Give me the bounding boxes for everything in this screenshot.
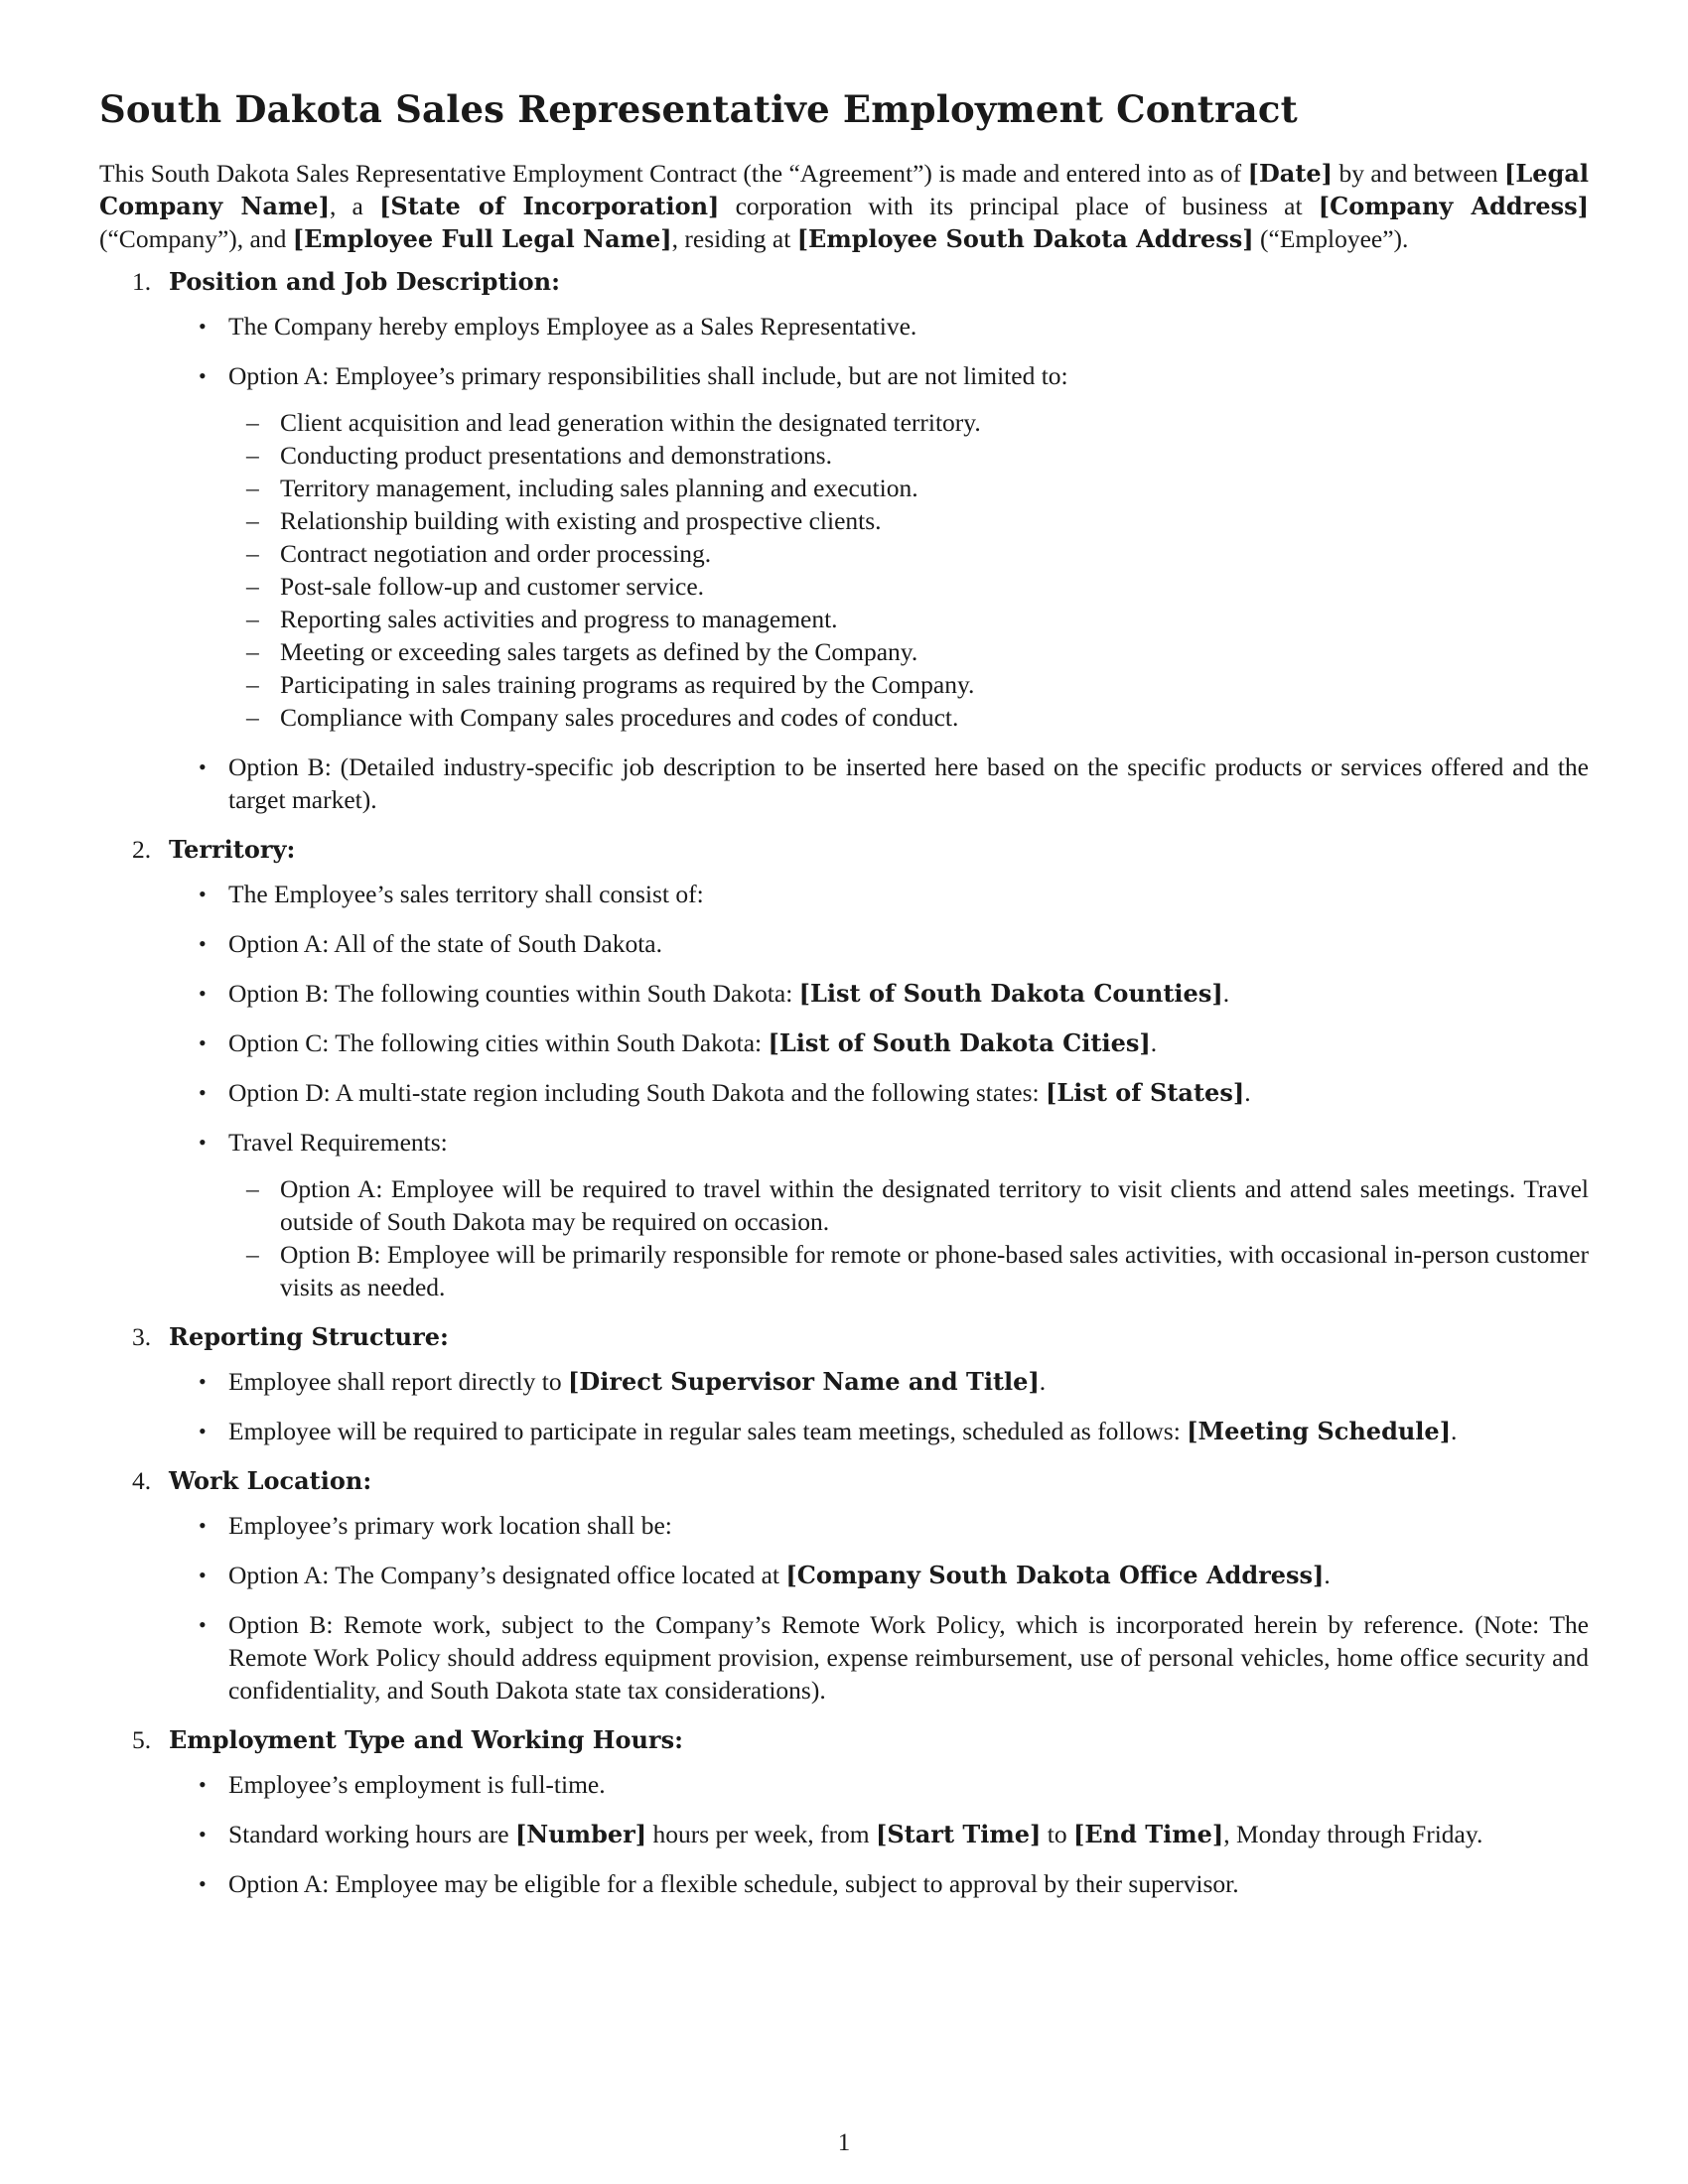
bullet-icon: • — [199, 931, 207, 956]
sub-item — [228, 537, 1589, 570]
bullet-item — [99, 1559, 1589, 1591]
dash-icon: – — [246, 572, 259, 601]
section-title: Employment Type and Working Hours: — [169, 1725, 683, 1754]
bullet-item — [99, 927, 1589, 960]
bullet-icon: • — [199, 1822, 207, 1846]
bullet-item — [99, 359, 1589, 734]
text-run: Contract negotiation and order processing. — [280, 539, 712, 568]
placeholder-field: [List of States] — [1046, 1078, 1245, 1107]
bullet-list — [99, 1509, 1589, 1706]
section-number: 3. — [132, 1322, 152, 1351]
text-run: to — [1041, 1820, 1073, 1848]
placeholder-field: [Legal Company Name] — [99, 159, 1589, 220]
text-run: . — [1150, 1028, 1158, 1057]
text-run: Option B: (Detailed industry-specific job description to be inserted here based on the specific products or services offered and the target market). — [228, 752, 1589, 814]
sub-item — [228, 472, 1589, 504]
contract-section — [99, 1464, 1589, 1706]
contract-section — [99, 1723, 1589, 1900]
placeholder-field: [Employee South Dakota Address] — [796, 224, 1254, 253]
bullet-icon: • — [199, 1369, 207, 1394]
contract-section — [99, 1320, 1589, 1447]
bullet-icon: • — [199, 314, 207, 339]
text-run: Option B: Employee will be primarily responsible for remote or phone-based sales activities, with occasional in-person customer visits as needed. — [280, 1240, 1589, 1301]
sub-item — [228, 603, 1589, 635]
text-run: Meeting or exceeding sales targets as defined by the Company. — [280, 637, 918, 666]
bullet-list — [99, 1365, 1589, 1447]
text-run: Option A: Employee may be eligible for a flexible schedule, subject to approval by their supervisor. — [228, 1869, 1239, 1898]
section-number: 4. — [132, 1466, 152, 1495]
placeholder-field: [State of Incorporation] — [379, 192, 720, 220]
text-run: . — [1451, 1417, 1458, 1445]
text-run: Employee will be required to participate in regular sales team meetings, scheduled as follows: — [228, 1417, 1188, 1445]
bullet-list — [99, 878, 1589, 1303]
section-title: Reporting Structure: — [169, 1322, 449, 1351]
bullet-item — [99, 1768, 1589, 1801]
sub-item — [228, 635, 1589, 668]
sub-item — [228, 439, 1589, 472]
bullet-icon: • — [199, 1513, 207, 1538]
section-number: 1. — [132, 267, 152, 296]
text-run: Option C: The following cities within South Dakota: — [228, 1028, 769, 1057]
bullet-item — [99, 310, 1589, 342]
text-run: Client acquisition and lead generation within the designated territory. — [280, 408, 981, 437]
bullet-item — [99, 1867, 1589, 1900]
text-run: This South Dakota Sales Representative Employment Contract (the “Agreement”) is made and entered into as of — [99, 159, 1248, 188]
section-title: Territory: — [169, 835, 296, 864]
text-run: Employee’s employment is full-time. — [228, 1770, 606, 1799]
bullet-icon: • — [199, 981, 207, 1006]
section-heading — [99, 1320, 1589, 1353]
bullet-icon: • — [199, 1080, 207, 1105]
text-run: , residing at — [671, 224, 797, 253]
bullet-icon: • — [199, 1871, 207, 1896]
placeholder-field: [Date] — [1247, 159, 1334, 188]
section-number: 5. — [132, 1725, 152, 1754]
intro-paragraph — [99, 157, 1589, 255]
section-title: Work Location: — [169, 1466, 372, 1495]
bullet-item — [99, 1415, 1589, 1447]
text-run: by and between — [1333, 159, 1505, 188]
bullet-item — [99, 1365, 1589, 1398]
text-run: Employee shall report directly to — [228, 1367, 569, 1396]
sub-item — [228, 668, 1589, 701]
sub-item — [228, 1238, 1589, 1303]
bullet-icon: • — [199, 1563, 207, 1587]
sub-item — [228, 701, 1589, 734]
placeholder-field: [Company South Dakota Office Address] — [785, 1561, 1325, 1589]
bullet-list — [99, 1768, 1589, 1900]
text-run: corporation with its principal place of business at — [719, 192, 1319, 220]
text-run: (“Employee”). — [1253, 224, 1409, 253]
sub-list — [228, 1172, 1589, 1303]
text-run: (“Company”), and — [99, 224, 293, 253]
text-run: hours per week, from — [646, 1820, 876, 1848]
text-run: Option B: The following counties within South Dakota: — [228, 979, 799, 1008]
bullet-item — [99, 1026, 1589, 1059]
text-run: Option A: Employee’s primary responsibilities shall include, but are not limited to: — [228, 361, 1068, 390]
dash-icon: – — [246, 703, 259, 732]
section-heading — [99, 1464, 1589, 1497]
text-run: The Company hereby employs Employee as a Sales Representative. — [228, 312, 917, 341]
section-title: Position and Job Description: — [169, 267, 560, 296]
dash-icon: – — [246, 1174, 259, 1203]
bullet-item — [99, 1076, 1589, 1109]
bullet-item — [99, 1818, 1589, 1850]
bullet-icon: • — [199, 754, 207, 779]
sub-item — [228, 570, 1589, 603]
section-list — [99, 265, 1589, 1900]
text-run: Option A: The Company’s designated office located at — [228, 1561, 786, 1589]
placeholder-field: [List of South Dakota Cities] — [768, 1028, 1151, 1057]
text-run: Option A: All of the state of South Dakota. — [228, 929, 662, 958]
text-run: Option B: Remote work, subject to the Company’s Remote Work Policy, which is incorporated herein by reference. (Note: The Remote Work Policy should address equipment provision, expense reimbursement, use of personal vehicles, home office security and confidentiality, and South Dakota state tax considerations). — [228, 1610, 1589, 1705]
placeholder-field: [End Time] — [1072, 1820, 1224, 1848]
bullet-icon: • — [199, 363, 207, 388]
section-heading — [99, 265, 1589, 298]
dash-icon: – — [246, 1240, 259, 1269]
text-run: Conducting product presentations and demonstrations. — [280, 441, 832, 470]
bullet-list — [99, 310, 1589, 816]
sub-item — [228, 1172, 1589, 1238]
sub-item — [228, 504, 1589, 537]
dash-icon: – — [246, 474, 259, 502]
section-number: 2. — [132, 835, 152, 864]
text-run: Standard working hours are — [228, 1820, 515, 1848]
sub-list — [228, 406, 1589, 734]
bullet-item — [99, 1126, 1589, 1303]
document-page — [99, 87, 1589, 1917]
text-run: . — [1244, 1078, 1251, 1107]
dash-icon: – — [246, 441, 259, 470]
contract-section — [99, 833, 1589, 1303]
text-run: . — [1222, 979, 1230, 1008]
bullet-icon: • — [199, 1130, 207, 1155]
text-run: . — [1039, 1367, 1047, 1396]
page-number: 1 — [837, 2129, 851, 2156]
placeholder-field: [Start Time] — [875, 1820, 1042, 1848]
text-run: The Employee’s sales territory shall consist of: — [228, 880, 704, 908]
contract-section — [99, 265, 1589, 816]
text-run: Option A: Employee will be required to travel within the designated territory to visit clients and attend sales meetings. Travel outside of South Dakota may be required on occasion. — [280, 1174, 1589, 1236]
text-run: , a — [329, 192, 380, 220]
bullet-icon: • — [199, 1030, 207, 1055]
text-run: Post-sale follow-up and customer service. — [280, 572, 705, 601]
dash-icon: – — [246, 539, 259, 568]
sub-item — [228, 406, 1589, 439]
dash-icon: – — [246, 506, 259, 535]
text-run: . — [1324, 1561, 1331, 1589]
bullet-icon: • — [199, 1772, 207, 1797]
bullet-item — [99, 977, 1589, 1010]
text-run: Participating in sales training programs as required by the Company. — [280, 670, 975, 699]
placeholder-field: [List of South Dakota Counties] — [798, 979, 1223, 1008]
section-heading — [99, 1723, 1589, 1756]
bullet-item — [99, 1608, 1589, 1706]
text-run: Employee’s primary work location shall be: — [228, 1511, 672, 1540]
dash-icon: – — [246, 605, 259, 633]
text-run: Compliance with Company sales procedures and codes of conduct. — [280, 703, 959, 732]
bullet-item — [99, 751, 1589, 816]
placeholder-field: [Company Address] — [1318, 192, 1590, 220]
dash-icon: – — [246, 408, 259, 437]
text-run: Relationship building with existing and prospective clients. — [280, 506, 882, 535]
text-run: Territory management, including sales planning and execution. — [280, 474, 918, 502]
placeholder-field: [Direct Supervisor Name and Title] — [568, 1367, 1040, 1396]
text-run: , Monday through Friday. — [1223, 1820, 1483, 1848]
dash-icon: – — [246, 637, 259, 666]
placeholder-field: [Number] — [514, 1820, 647, 1848]
bullet-item — [99, 878, 1589, 910]
text-run: Reporting sales activities and progress to management. — [280, 605, 838, 633]
text-run: Option D: A multi-state region including South Dakota and the following states: — [228, 1078, 1046, 1107]
section-heading — [99, 833, 1589, 866]
dash-icon: – — [246, 670, 259, 699]
bullet-icon: • — [199, 1419, 207, 1443]
bullet-icon: • — [199, 1612, 207, 1637]
placeholder-field: [Employee Full Legal Name] — [292, 224, 672, 253]
bullet-icon: • — [199, 882, 207, 906]
bullet-item — [99, 1509, 1589, 1542]
text-run: Travel Requirements: — [228, 1128, 448, 1157]
document-title: South Dakota Sales Representative Employment Contract — [99, 87, 1298, 131]
placeholder-field: [Meeting Schedule] — [1187, 1417, 1452, 1445]
